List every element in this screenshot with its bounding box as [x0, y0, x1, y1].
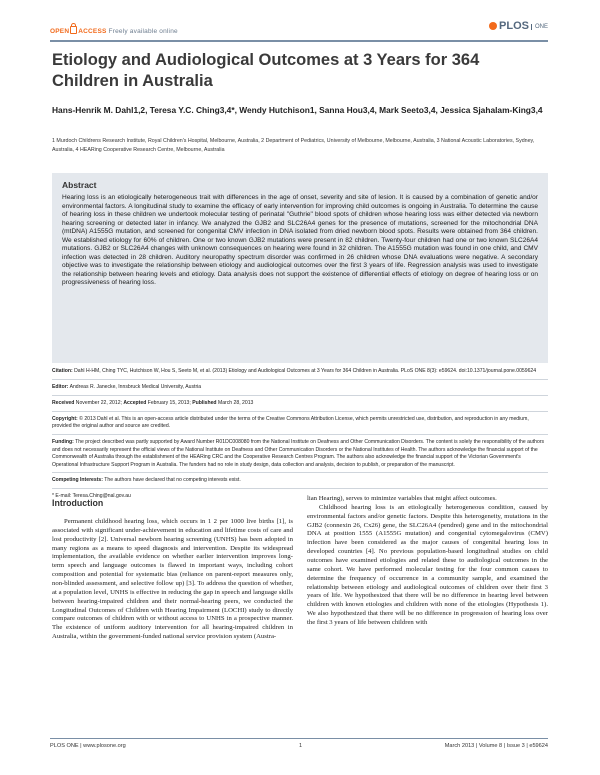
editor-line [52, 384, 548, 391]
abstract-text: Hearing loss is an etiologically heterogeneous trait with differences in the age of onset, severity and site of lesion. It is caused by a combination of genetic and/or environmental factors. A longitudinal study to examine the efficacy of early intervention for improving child outcomes is ongoing in Australia. To determine the cause of hearing loss in these children we undertook molecular testing of perinatal "Guthrie" blood spots of children whose hearing loss was either detected via newborn hearing screening or detected later in infancy. We analyzed the GJB2 and SLC26A4 genes for the presence of mutations, screened for the mitochondrial DNA (mtDNA) A1555G mutation, and screened for congenital CMV infection in DNA isolated from dried newborn blood spots. Results were obtained from 364 children. We established etiology for 60% of children. One or two known GJB2 mutations were present in 82 children. Twenty-four children had one or two known SLC26A4 mutations. GJB2 or SLC26A4 changes with unknown consequences on hearing were found in 32 children. The A1555G mutation was found in one child, and CMV infection was detected in 28 children. Auditory neuropathy spectrum disorder was confirmed in 26 children whose DNA evaluations were negative. A secondary objective was to investigate the relationship between etiology and audiological outcomes over the first 3 years of life. Regression analysis was used to investigate the relationship between hearing levels and etiology. Data analysis does not support the existence of differential effects of etiology on degree of hearing loss or on progressiveness of hearing loss. [62, 194, 538, 287]
received-label: Received [52, 400, 75, 406]
intro-right-column [307, 495, 548, 628]
access-label: ACCESS [78, 28, 107, 35]
dates-line [52, 400, 548, 407]
meta-divider [52, 488, 548, 489]
open-access-badge [50, 26, 178, 35]
abstract-heading: Abstract [62, 180, 97, 190]
footer-journal[interactable]: PLOS ONE | www.plosone.org [50, 743, 126, 749]
journal-header [50, 20, 548, 42]
meta-divider [52, 395, 548, 396]
footer-issue: March 2013 | Volume 8 | Issue 3 | e59624 [444, 743, 548, 749]
published-label: Published [192, 400, 217, 406]
competing-label: Competing Interests: [52, 477, 103, 484]
received-date: November 22, 2012; [75, 400, 122, 406]
meta-divider [52, 411, 548, 412]
author-list: Hans-Henrik M. Dahl1,2, Teresa Y.C. Ching3,4*, Wendy Hutchison1, Sanna Hou3,4, Mark Seeto3,4, Jessica Sjahalam-King3,4 [52, 105, 543, 115]
open-label: OPEN [50, 28, 70, 35]
published-date: March 28, 2013 [217, 400, 254, 406]
introduction-heading: Introduction [52, 498, 104, 508]
copyright-text: © 2013 Dahl et al. This is an open-access article distributed under the terms of the Creative Commons Attribution License, which permits unrestricted use, distribution, and reproduction in any medium, provided the original author and source are credited. [52, 416, 529, 430]
copyright-label: Copyright: [52, 416, 78, 422]
meta-divider [52, 379, 548, 380]
plos-one-logo[interactable] [489, 20, 548, 32]
logo-text: PLOS [499, 20, 529, 32]
funding-label: Funding: [52, 439, 74, 446]
meta-divider [52, 472, 548, 473]
intro-right-continuation: lian Hearing), serves to minimize variables that might affect outcomes. [307, 495, 497, 502]
funding-line [52, 439, 548, 469]
intro-right-paragraph: Childhood hearing loss is an etiologically heterogeneous condition, caused by environmental factors and/or genetic factors. Despite this heterogeneity, mutations in the GJB2 (connexin 26, Cx26) gene, the SLC26A4 (pendred) gene and in the mitochondrial DNA at position 1555 (A1555G mutation) and congenital cytomegalovirus (CMV) infection have been considered as the major causes of congenital hearing loss in developed countries [4]. No previous population-based longitudinal studies on child outcomes have examined etiologies and related these to audiological outcomes in the same cohort. We have performed molecular testing for the four common causes to determine the frequency of occurrence in a community sample, and examined the relationship between etiology and audiological outcomes of children over their first 3 years of life. We hypothesized that there will be no difference in hearing level between children with known etiologies and children with none of the etiologies (Hypothesis 1). We also hypothesized that there will be no difference in progression of hearing loss over the first 3 years of life between children with [307, 503, 548, 627]
competing-text: The authors have declared that no competing interests exist. [104, 477, 241, 484]
accepted-date: February 15, 2013; [147, 400, 191, 406]
article-metadata [52, 368, 548, 504]
footer-page-number: 1 [299, 743, 303, 749]
logo-sub-text: ONE [531, 24, 548, 30]
citation-text: Dahl H-HM, Ching TYC, Hutchison W, Hou S, Seeto M, et al. (2013) Etiology and Audiological Outcomes at 3 Years for 364 Children in Australia. PLoS ONE 8(3): e59624. doi:10.1371/journal.pone.0059624 [74, 368, 537, 374]
citation-label: Citation: [52, 368, 73, 374]
plos-logo-icon [489, 22, 497, 30]
editor-label: Editor: [52, 384, 69, 390]
open-lock-icon [70, 26, 77, 34]
citation [52, 368, 548, 375]
article-title: Etiology and Audiological Outcomes at 3 Years for 364 Children in Australia [52, 51, 480, 90]
email-line[interactable]: * E-mail: Teresa.Ching@nal.gov.au [52, 493, 131, 500]
copyright-line [52, 416, 548, 431]
meta-divider [52, 434, 548, 435]
affiliations: 1 Murdoch Childrens Research Institute, Royal Children's Hospital, Melbourne, Australia, 2 Department of Pediatrics, University of Melbourne, Melbourne, Australia, 3 National Acoustic Laboratories, Sydney, Australia, 4 HEARing Cooperative Research Centre, Melbourne, Australia [52, 138, 535, 153]
competing-line [52, 477, 548, 484]
intro-left-column: Permanent childhood hearing loss, which occurs in 1 2 per 1000 live births [1], is associated with significant under-achievement in education and lifetime costs of care and lost productivity [2]. Universal newborn hearing screening (UNHS) has been adopted in many regions as a means to speed diagnosis and intervention. Despite its widespread implementation, the available evidence on whether earlier intervention improves long-term speech and language outcomes is flawed in important ways, including cohort composition and potential for systematic bias (reliance on parent-report measures only, non-blinded assessment, and selective follow up) [3]. To address the question of whether, at a population level, UNHS is effective in reducing the gap in speech and language skills between hearing-impaired children and their normal-hearing peers, we conducted the Longitudinal Outcomes of Children with Hearing Impairment (LOCHI) study to directly compare outcomes of children with or without access to UNHS in a prospective manner. The existence of uniform auditory intervention for all hearing-impaired children in Australia, within the government-funded national service provision system (Austra- [52, 518, 293, 641]
accepted-label: Accepted [123, 400, 147, 406]
abstract-box [52, 173, 548, 363]
free-label: Freely available online [108, 28, 178, 35]
funding-text: The project described was partly supported by Award Number R01DC008080 from the National Institute on Deafness and Other Communication Disorders. The content is solely the responsibility of the authors and does not necessarily represent the official views of the National Institute on Deafness and Other Communication Disorders or the National Institutes of Health. The authors acknowledge the financial support of the Commonwealth of Australia through the establishment of the HEARing CRC and the Cooperative Research Centres Program. The authors also acknowledge the financial support of the Victorian Government's Operational Infrastructure Support Program in Australia. The funders had no role in study design, data collection and analysis, decision to publish, or preparation of the manuscript. [52, 439, 545, 468]
page-footer [50, 738, 548, 751]
editor-text: Andreas R. Janecke, Innsbruck Medical University, Austria [69, 384, 202, 390]
